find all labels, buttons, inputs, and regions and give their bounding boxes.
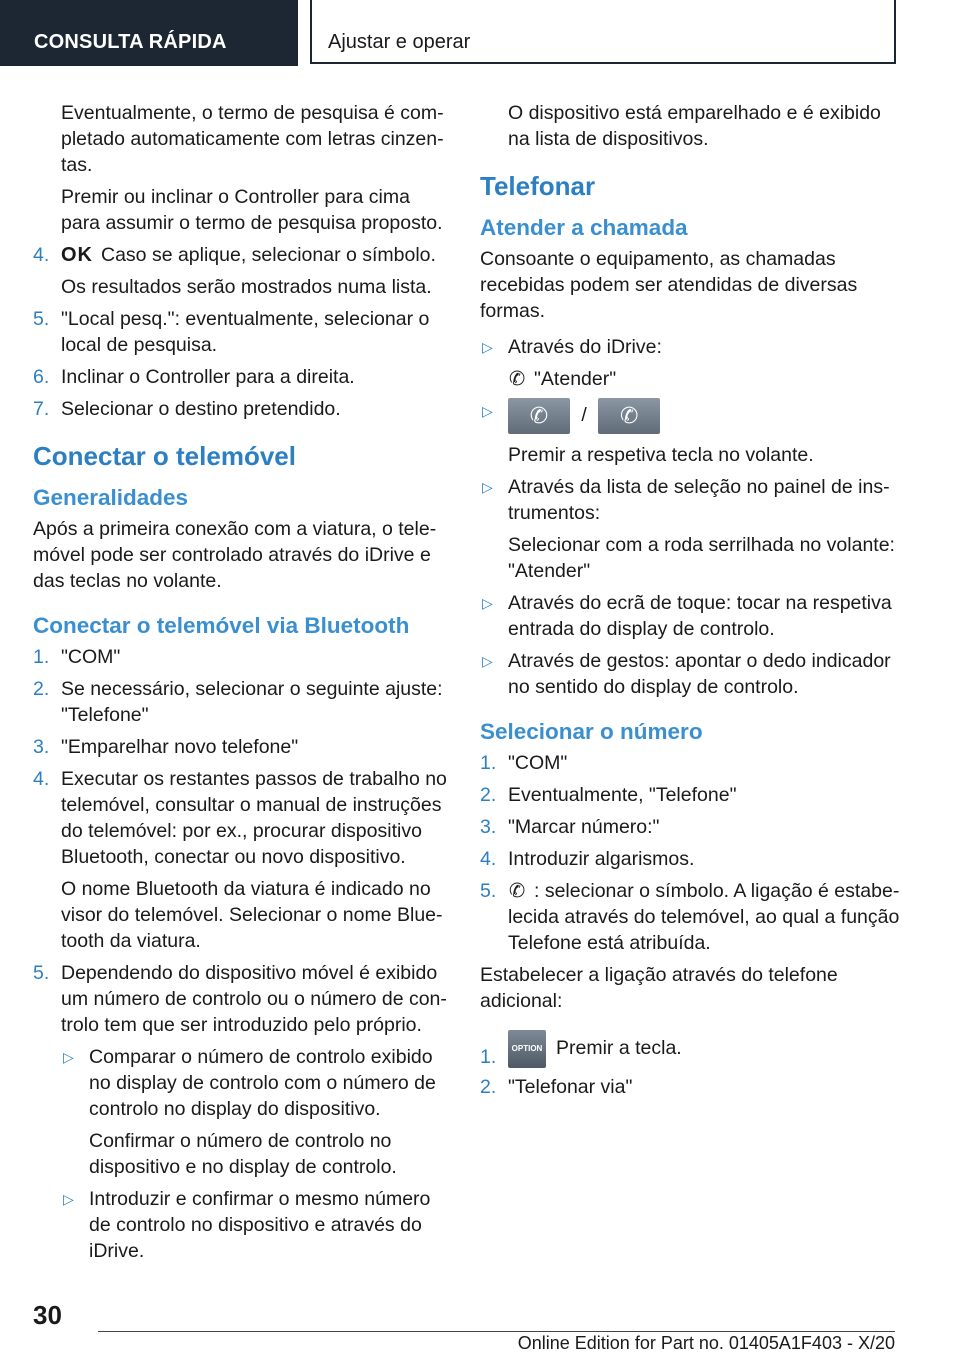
paragraph: Após a primeira conexão com a viatura, o telemóvel pode ser controlado através do iDrive e das teclas no volante. bbox=[33, 518, 437, 592]
step-number: 4. bbox=[33, 768, 50, 790]
list-item bbox=[480, 782, 900, 808]
bullet-text: Comparar o número de controlo exibido no display de controlo com o número de controlo no display do dispositivo. bbox=[89, 1046, 436, 1120]
step-number: 4. bbox=[33, 244, 50, 266]
step-text: Premir a tecla. bbox=[556, 1037, 682, 1060]
step-text: "Telefonar via" bbox=[508, 1076, 633, 1098]
step-subtext: Os resultados serão mostrados numa lista. bbox=[61, 276, 432, 298]
step-number: 2. bbox=[480, 784, 497, 806]
list-item bbox=[480, 1074, 900, 1100]
step-number: 2. bbox=[480, 1076, 497, 1098]
bullet-text: Através do ecrã de toque: tocar na respetiva entrada do display de controlo. bbox=[508, 592, 892, 640]
paragraph: Estabelecer a ligação através do telefone adicional: bbox=[480, 964, 838, 1012]
separator: / bbox=[581, 404, 587, 427]
bullet-item bbox=[480, 334, 900, 392]
list-item bbox=[480, 750, 900, 776]
bullet-item bbox=[480, 474, 900, 584]
list-item bbox=[33, 766, 448, 954]
page-header bbox=[0, 0, 960, 66]
step-text: "Marcar número:" bbox=[508, 816, 660, 838]
bullet-subtext: Confirmar o número de controlo no dispositivo e no display de controlo. bbox=[89, 1130, 397, 1178]
list-item bbox=[480, 814, 900, 840]
step-subtext: O nome Bluetooth da viatura é indicado no visor do telemóvel. Selecionar o nome Bluetooth da viatura. bbox=[61, 878, 443, 952]
option-key-icon: OPTION bbox=[508, 1030, 546, 1068]
paragraph: Eventualmente, o termo de pesquisa é completado automaticamente com letras cinzentas. bbox=[61, 102, 444, 176]
right-column bbox=[480, 100, 900, 1106]
step-text: "COM" bbox=[508, 752, 568, 774]
triangle-bullet-icon: ▷ bbox=[63, 1049, 74, 1065]
step-number: 5. bbox=[33, 308, 50, 330]
bullet-text: Através do iDrive: bbox=[508, 336, 662, 358]
step-number: 1. bbox=[33, 646, 50, 668]
list-item bbox=[33, 734, 448, 760]
ok-icon: OK bbox=[61, 244, 93, 266]
list-item bbox=[480, 846, 900, 872]
list-item bbox=[33, 396, 448, 422]
bullet-item bbox=[480, 648, 900, 700]
triangle-bullet-icon: ▷ bbox=[482, 595, 493, 611]
phone-handset-icon: ✆ bbox=[508, 880, 526, 902]
step-text: Introduzir algarismos. bbox=[508, 848, 695, 870]
step-number: 1. bbox=[480, 752, 497, 774]
list-item bbox=[33, 644, 448, 670]
bullet-subtext: Premir a respetiva tecla no volante. bbox=[508, 444, 814, 466]
paragraph: O dispositivo está emparelhado e é exibido na lista de dispositivos. bbox=[508, 102, 881, 150]
section-tab: CONSULTA RÁPIDA bbox=[0, 0, 298, 66]
step-text: Inclinar o Controller para a direita. bbox=[61, 366, 355, 388]
paragraph: Consoante o equipamento, as chamadas recebidas podem ser atendidas de diversas formas. bbox=[480, 248, 858, 322]
step-text: Executar os restantes passos de trabalho no telemóvel, consultar o manual de instruções do telemóvel: por ex., procurar dispositivo Bluetooth, conectar ou novo dispositivo. bbox=[61, 768, 447, 868]
section-heading: Conectar o telemóvel bbox=[33, 441, 296, 471]
page-number: 30 bbox=[33, 1300, 62, 1330]
step-number: 4. bbox=[480, 848, 497, 870]
paragraph: Premir ou inclinar o Controller para cima para assumir o termo de pesquisa proposto. bbox=[61, 186, 443, 234]
phone-handset-icon: ✆ bbox=[508, 368, 526, 390]
list-item bbox=[33, 364, 448, 390]
step-number: 5. bbox=[480, 880, 497, 902]
step-text: Caso se aplique, selecionar o símbolo. bbox=[101, 244, 436, 266]
subsection-heading: Conectar o telemóvel via Bluetooth bbox=[33, 613, 410, 638]
list-item bbox=[33, 676, 448, 728]
bullet-subtext: "Atender" bbox=[534, 368, 617, 390]
bullet-item bbox=[480, 590, 900, 642]
list-item bbox=[33, 306, 448, 358]
list-item bbox=[480, 878, 900, 956]
step-number: 3. bbox=[480, 816, 497, 838]
bullet-text: Através da lista de seleção no painel de instrumentos: bbox=[508, 476, 890, 524]
subsection-heading: Atender a chamada bbox=[480, 215, 688, 240]
step-number: 1. bbox=[480, 1046, 497, 1068]
bullet-item bbox=[61, 1044, 448, 1180]
list-item bbox=[33, 960, 448, 1264]
footer-edition: Online Edition for Part no. 01405A1F403 - X/20 bbox=[517, 1333, 895, 1353]
section-heading: Telefonar bbox=[480, 171, 596, 201]
triangle-bullet-icon: ▷ bbox=[482, 339, 493, 355]
bullet-text: Introduzir e confirmar o mesmo número de controlo no dispositivo e através do iDrive. bbox=[89, 1188, 431, 1262]
subsection-heading: Selecionar o número bbox=[480, 719, 703, 744]
step-text: Eventualmente, "Telefone" bbox=[508, 784, 737, 806]
bullet-subtext: Selecionar com a roda serrilhada no volante: "Atender" bbox=[508, 534, 895, 582]
step-text: Dependendo do dispositivo móvel é exibido um número de controlo ou o número de controlo tem que ser introduzido pelo próprio. bbox=[61, 962, 447, 1036]
bullet-text: Através de gestos: apontar o dedo indicador no sentido do display de controlo. bbox=[508, 650, 891, 698]
step-number: 3. bbox=[33, 736, 50, 758]
step-text: Selecionar o destino pretendido. bbox=[61, 398, 341, 420]
list-item bbox=[33, 242, 448, 300]
step-number: 6. bbox=[33, 366, 50, 388]
triangle-bullet-icon: ▷ bbox=[482, 403, 493, 419]
step-text: : selecionar o símbolo. A ligação é estabelecida através do telemóvel, ao qual a função Telefone está atribuída. bbox=[508, 880, 900, 954]
answer-call-key-icon: ✆ bbox=[508, 398, 570, 434]
step-text: "COM" bbox=[61, 646, 121, 668]
triangle-bullet-icon: ▷ bbox=[63, 1191, 74, 1207]
step-text: "Local pesq.": eventualmente, selecionar o local de pesquisa. bbox=[61, 308, 430, 356]
step-text: "Emparelhar novo telefone" bbox=[61, 736, 299, 758]
step-text: Se necessário, selecionar o seguinte ajuste: "Telefone" bbox=[61, 678, 443, 726]
step-number: 2. bbox=[33, 678, 50, 700]
bullet-item bbox=[480, 398, 900, 468]
left-column bbox=[33, 100, 448, 1270]
bullet-item bbox=[61, 1186, 448, 1264]
subsection-heading: Generalidades bbox=[33, 485, 189, 510]
step-number: 7. bbox=[33, 398, 50, 420]
footer-divider bbox=[98, 1331, 895, 1332]
end-call-key-icon: ✆ bbox=[598, 398, 660, 434]
triangle-bullet-icon: ▷ bbox=[482, 479, 493, 495]
list-item bbox=[480, 1030, 900, 1068]
triangle-bullet-icon: ▷ bbox=[482, 653, 493, 669]
chapter-title: Ajustar e operar bbox=[310, 0, 896, 64]
step-number: 5. bbox=[33, 962, 50, 984]
